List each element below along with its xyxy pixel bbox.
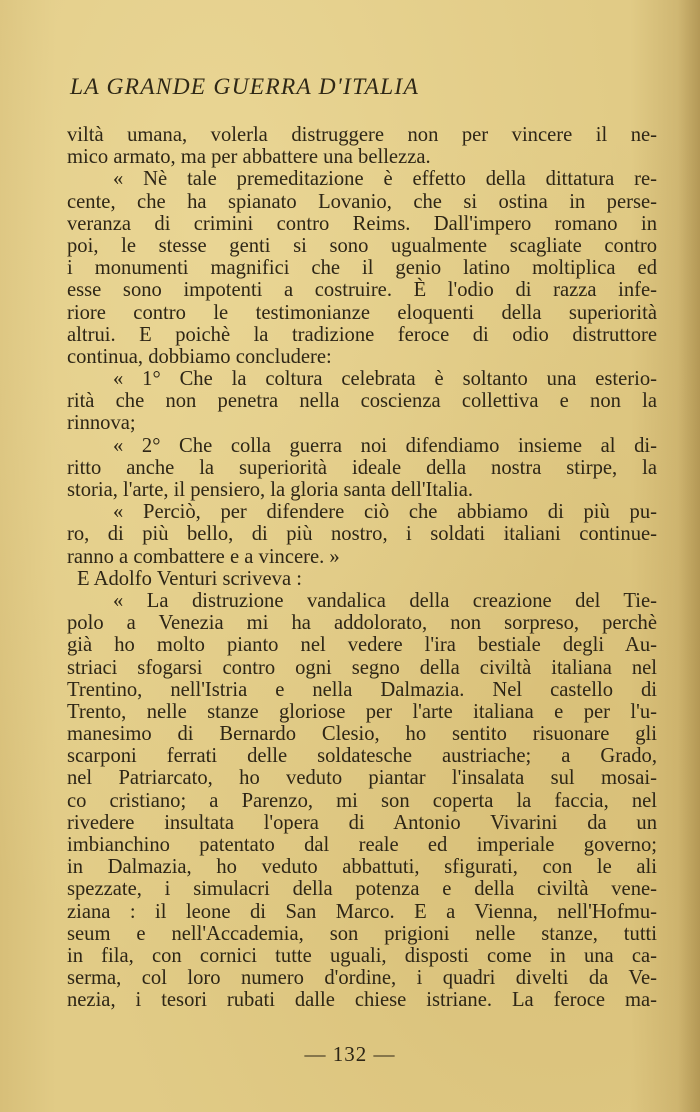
text-line: « Nè tale premeditazione è effetto della dittatura re- [113, 168, 657, 191]
text-line: rinnova; [67, 412, 136, 435]
text-line: manesimo di Bernardo Clesio, ho sentito risuonare gli [67, 723, 657, 746]
text-line: in Dalmazia, ho veduto abbattuti, sfigurati, con le ali [67, 856, 657, 879]
text-line: ranno a combattere e a vincere. » [67, 545, 340, 568]
text-line: nel Patriarcato, ho veduto piantar l'insalata sul mosai- [67, 767, 657, 790]
text-line: « Perciò, per difendere ciò che abbiamo di più pu- [113, 501, 657, 524]
text-line: « La distruzione vandalica della creazione del Tie- [113, 589, 657, 612]
text-line: viltà umana, volerla distruggere non per vincere il ne- [67, 124, 657, 146]
text-line: già ho molto pianto nel vedere l'ira bestiale degli Au- [67, 634, 657, 657]
text-line: E Adolfo Venturi scriveva : [77, 567, 302, 590]
text-line: rivedere insultata l'opera di Antonio Vivarini da un [67, 811, 657, 834]
text-line: « 1° Che la coltura celebrata è soltanto una esterio- [113, 368, 657, 391]
text-line: i monumenti magnifici che il genio latino moltiplica ed [67, 257, 657, 280]
text-line: nezia, i tesori rubati dalle chiese istriane. La feroce ma- [67, 989, 657, 1012]
text-line: in fila, con cornici tutte uguali, disposti come in una ca- [67, 944, 657, 967]
text-line: « 2° Che colla guerra noi difendiamo insieme al di- [113, 434, 657, 457]
text-line: Trentino, nell'Istria e nella Dalmazia. Nel castello di [67, 678, 657, 701]
text-line: imbianchino patentato dal reale ed imperiale governo; [67, 834, 657, 856]
text-line: seum e nell'Accademia, son prigioni nelle stanze, tutti [67, 922, 657, 945]
text-line: cente, che ha spianato Lovanio, che si ostina in perse- [67, 190, 657, 213]
text-line: polo a Venezia mi ha addolorato, non sorpreso, perchè [67, 612, 657, 635]
text-line: ziana : il leone di San Marco. E a Vienna, nell'Hofmu- [67, 900, 657, 923]
text-line: striaci sfogarsi contro ogni segno della civiltà italiana nel [67, 656, 657, 679]
text-line: scarponi ferrati delle soldatesche austriache; a Grado, [67, 745, 657, 768]
text-line: ro, di più bello, di più nostro, i soldati italiani continue- [67, 523, 657, 546]
text-line: serma, col loro numero d'ordine, i quadri divelti da Ve- [67, 967, 657, 990]
running-head: LA GRANDE GUERRA D'ITALIA [70, 74, 419, 100]
text-line: storia, l'arte, il pensiero, la gloria santa dell'Italia. [67, 479, 473, 501]
text-line: continua, dobbiamo concludere: [67, 345, 332, 368]
text-line: spezzate, i simulacri della potenza e della civiltà vene- [67, 878, 657, 901]
page-edge-shadow [678, 0, 700, 1112]
text-line: Trento, nelle stanze gloriose per l'arte italiana e per l'u- [67, 700, 657, 723]
text-line: co cristiano; a Parenzo, mi son coperta la faccia, nel [67, 789, 657, 812]
text-line: rità che non penetra nella coscienza collettiva e non la [67, 390, 657, 413]
text-line: mico armato, ma per abbattere una bellezza. [67, 146, 431, 169]
page-number: — 132 — [304, 1042, 396, 1066]
text-line: riore contro le testimonianze eloquenti della superiorità [67, 301, 657, 324]
body-text [67, 124, 657, 1012]
text-line: poi, le stesse genti si sono ugualmente scagliate contro [67, 234, 657, 257]
text-line: veranza di crimini contro Reims. Dall'impero romano in [67, 212, 657, 235]
text-line: esse sono impotenti a costruire. È l'odio di razza infe- [67, 279, 657, 302]
text-line: ritto anche la superiorità ideale della nostra stirpe, la [67, 456, 657, 479]
text-line: altrui. E poichè la tradizione feroce di odio distruttore [67, 323, 657, 346]
